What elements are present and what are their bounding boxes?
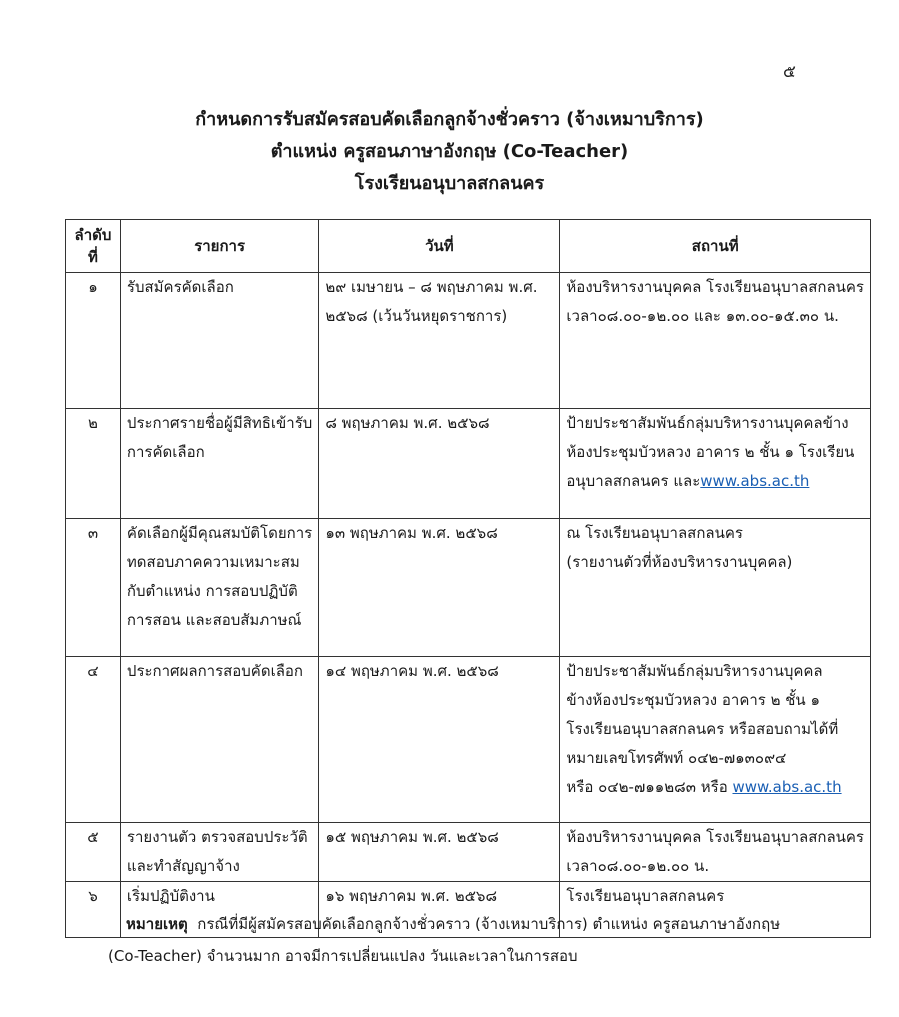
title-line-2: ตำแหน่ง ครูสอนภาษาอังกฤษ (Co-Teacher) — [270, 141, 629, 162]
location-line: ป้ายประชาสัมพันธ์กลุ่มบริหารงานบุคคลข้าง — [566, 414, 849, 432]
row-date — [319, 657, 560, 823]
page-number: ๕ — [783, 62, 796, 82]
row-no: ๕ — [66, 823, 121, 882]
location-line: ห้องประชุมบัวหลวง อาคาร ๒ ชั้น ๑ โรงเรียน — [566, 443, 855, 461]
row-item — [120, 657, 318, 823]
date-line: ๒๙ เมษายน – ๘ พฤษภาคม พ.ศ. — [325, 278, 538, 296]
item-line: ทดสอบภาคความเหมาะสม — [126, 553, 300, 571]
row-no: ๓ — [66, 519, 121, 657]
item-line: รับสมัครคัดเลือก — [126, 278, 234, 296]
row-no: ๔ — [66, 657, 121, 823]
date-line: ๘ พฤษภาคม พ.ศ. ๒๕๖๘ — [325, 414, 490, 432]
note-line-1 — [0, 908, 899, 940]
date-line: ๑๔ พฤษภาคม พ.ศ. ๒๕๖๘ — [325, 662, 499, 680]
item-line: รายงานตัว ตรวจสอบประวัติ — [126, 828, 308, 846]
header-no — [66, 220, 121, 273]
location-line: โรงเรียนอนุบาลสกลนคร หรือสอบถามได้ที่ — [566, 720, 839, 738]
row-item — [120, 273, 318, 409]
location-line: เวลา๐๘.๐๐-๑๒.๐๐ น. — [566, 857, 710, 875]
location-line — [566, 773, 864, 802]
note-block — [0, 908, 899, 972]
item-line: การสอน และสอบสัมภาษณ์ — [126, 611, 302, 629]
item-line: เริ่มปฏิบัติงาน — [126, 887, 215, 905]
row-location — [560, 823, 871, 882]
website-link[interactable]: www.abs.ac.th — [700, 472, 810, 490]
note-label: หมายเหตุ — [126, 915, 188, 933]
note-text-1: กรณีที่มีผู้สมัครสอบคัดเลือกลูกจ้างชั่วคราว (จ้างเหมาบริการ) ตำแหน่ง ครูสอนภาษาอังกฤษ — [197, 915, 781, 933]
item-line: กับตำแหน่ง การสอบปฏิบัติ — [126, 582, 298, 600]
row-item — [120, 823, 318, 882]
date-line: ๑๕ พฤษภาคม พ.ศ. ๒๕๖๘ — [325, 828, 499, 846]
date-line: ๒๕๖๘ (เว้นวันหยุดราชการ) — [325, 307, 508, 325]
location-line: ข้างห้องประชุมบัวหลวง อาคาร ๒ ชั้น ๑ — [566, 691, 820, 709]
row-date — [319, 273, 560, 409]
location-line: ห้องบริหารงานบุคคล โรงเรียนอนุบาลสกลนคร — [566, 278, 864, 296]
date-line: ๑๓ พฤษภาคม พ.ศ. ๒๕๖๘ — [325, 524, 498, 542]
table-row — [66, 519, 871, 657]
location-line: (รายงานตัวที่ห้องบริหารงานบุคคล) — [566, 553, 793, 571]
row-item — [120, 409, 318, 519]
header-item: รายการ — [120, 220, 318, 273]
item-line: ประกาศรายชื่อผู้มีสิทธิเข้ารับ — [126, 414, 313, 432]
row-location — [560, 273, 871, 409]
location-line: ณ โรงเรียนอนุบาลสกลนคร — [566, 524, 743, 542]
item-line: คัดเลือกผู้มีคุณสมบัติโดยการ — [126, 524, 313, 542]
row-location — [560, 657, 871, 823]
location-line: เวลา๐๘.๐๐-๑๒.๐๐ และ ๑๓.๐๐-๑๕.๓๐ น. — [566, 307, 839, 325]
location-line: ป้ายประชาสัมพันธ์กลุ่มบริหารงานบุคคล — [566, 662, 823, 680]
row-no: ๒ — [66, 409, 121, 519]
location-line: โรงเรียนอนุบาลสกลนคร — [566, 887, 725, 905]
location-text: หรือ ๐๔๒-๗๑๑๒๘๓ หรือ — [566, 778, 733, 796]
row-item — [120, 519, 318, 657]
item-line: ประกาศผลการสอบคัดเลือก — [126, 662, 303, 680]
document-title — [0, 104, 899, 200]
location-line — [566, 467, 864, 496]
title-line-1: กำหนดการรับสมัครสอบคัดเลือกลูกจ้างชั่วคราว (จ้างเหมาบริการ) — [195, 109, 704, 130]
location-line: หมายเลขโทรศัพท์ ๐๔๒-๗๑๓๐๙๔ — [566, 749, 787, 767]
header-no-line-1: ลำดับ — [74, 226, 112, 244]
header-no-line-2: ที่ — [88, 248, 98, 266]
table-row — [66, 409, 871, 519]
header-date: วันที่ — [319, 220, 560, 273]
row-no: ๑ — [66, 273, 121, 409]
row-date — [319, 823, 560, 882]
table-row — [66, 273, 871, 409]
item-line: การคัดเลือก — [126, 443, 205, 461]
schedule-table — [65, 219, 871, 938]
table-header-row — [66, 220, 871, 273]
title-line-3: โรงเรียนอนุบาลสกลนคร — [354, 173, 545, 194]
location-text: อนุบาลสกลนคร และ — [566, 472, 701, 490]
row-no: ๖ — [66, 882, 121, 938]
location-line: ห้องบริหารงานบุคคล โรงเรียนอนุบาลสกลนคร — [566, 828, 864, 846]
table-row — [66, 823, 871, 882]
note-line-2: (Co-Teacher) จำนวนมาก อาจมีการเปลี่ยนแปลง วันและเวลาในการสอบ — [108, 947, 578, 965]
website-link[interactable]: www.abs.ac.th — [732, 778, 842, 796]
header-location: สถานที่ — [560, 220, 871, 273]
table-row — [66, 657, 871, 823]
item-line: และทำสัญญาจ้าง — [126, 857, 240, 875]
row-location — [560, 519, 871, 657]
row-location — [560, 409, 871, 519]
row-date — [319, 409, 560, 519]
date-line: ๑๖ พฤษภาคม พ.ศ. ๒๕๖๘ — [325, 887, 498, 905]
row-date — [319, 519, 560, 657]
